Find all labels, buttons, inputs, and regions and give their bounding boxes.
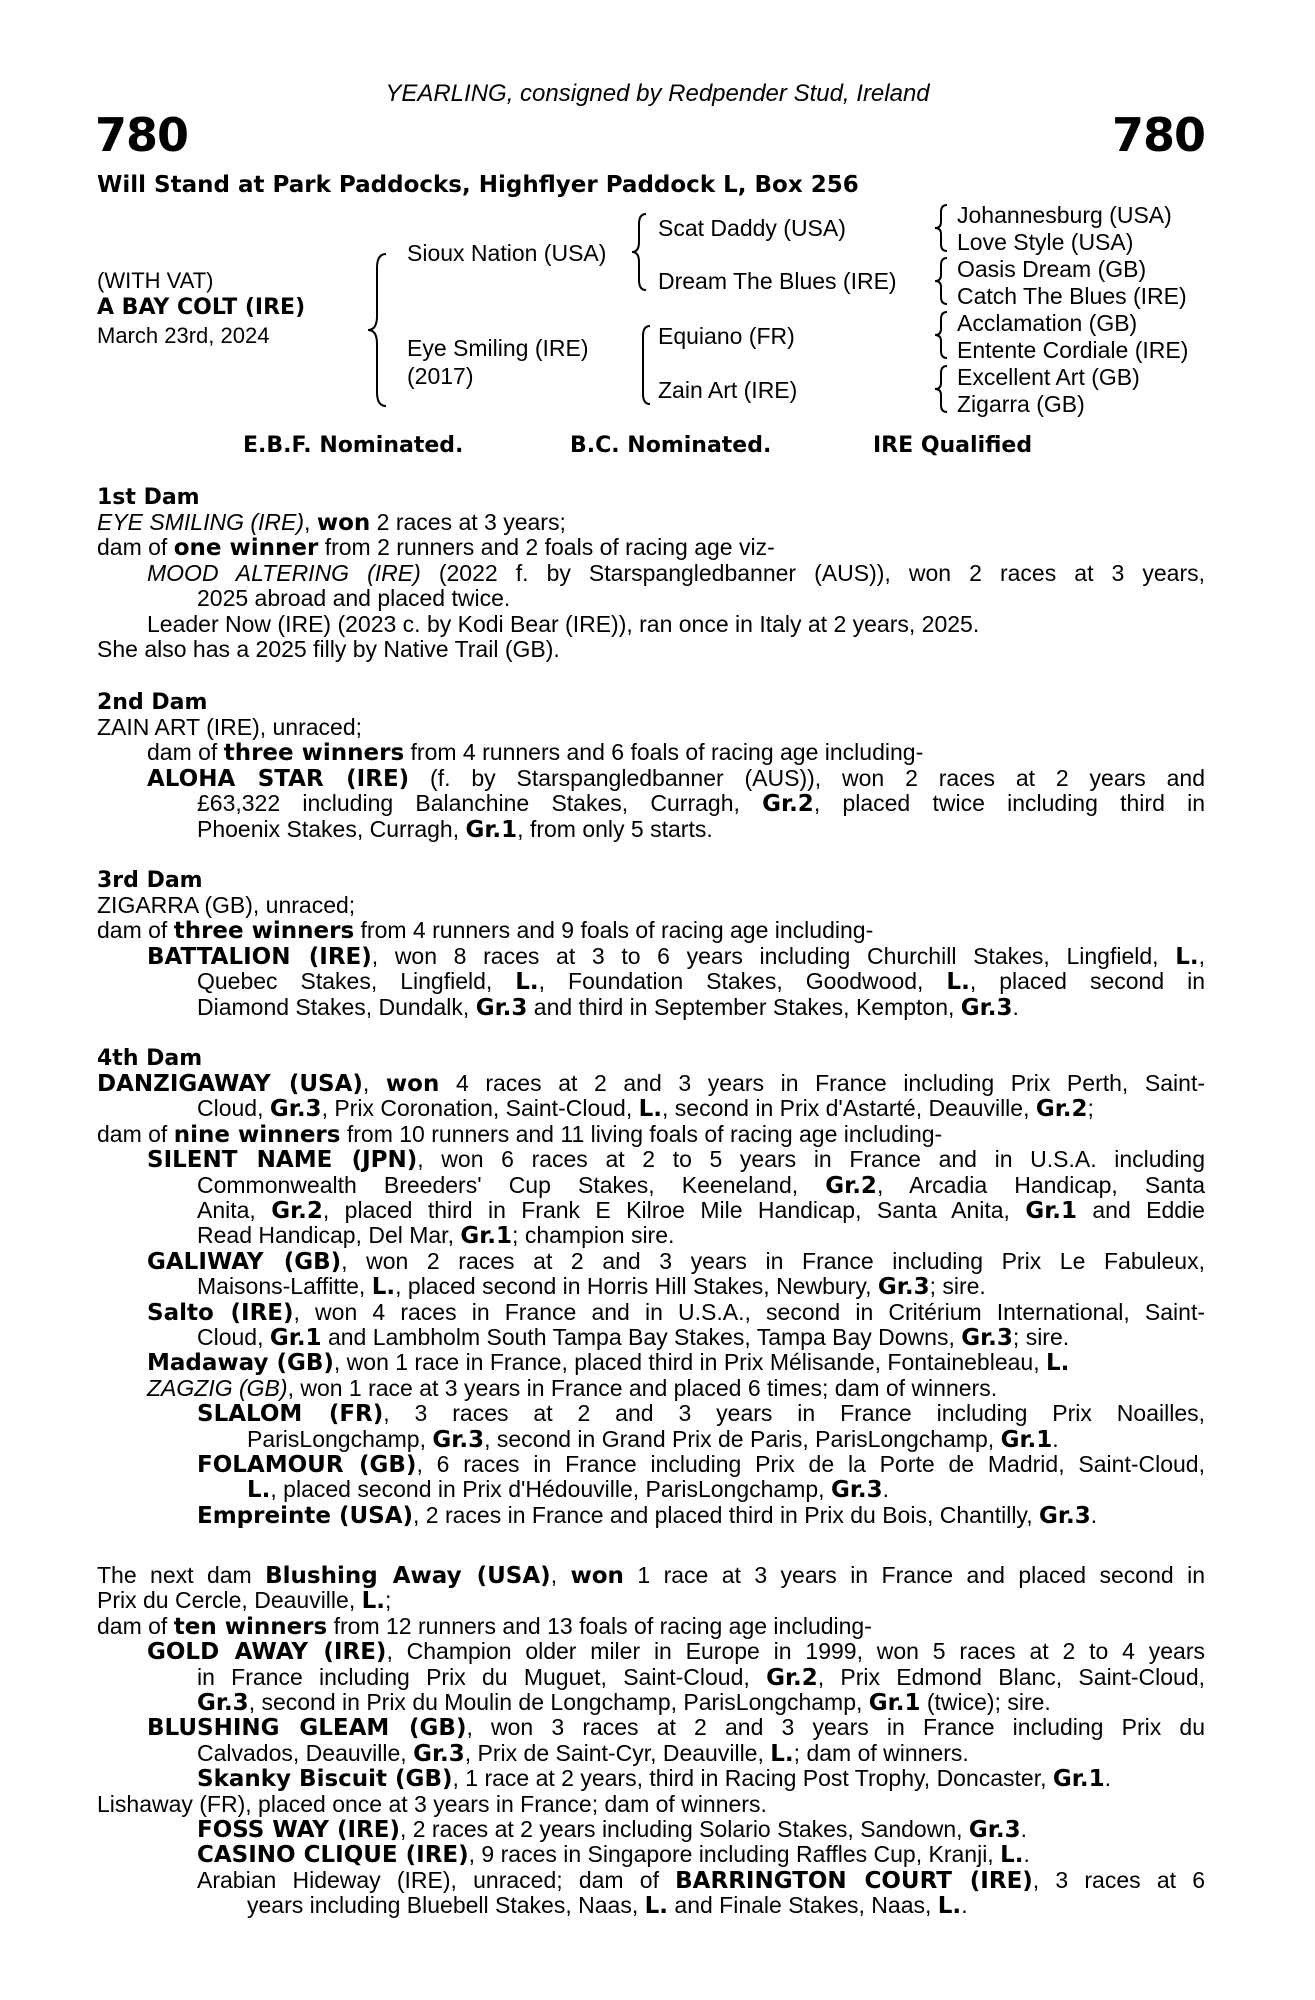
bold-text: one winner <box>173 535 319 562</box>
text: Prix du Cercle, Deauville, <box>97 1587 362 1614</box>
text: . <box>1023 1841 1030 1868</box>
text: ; dam of winners. <box>793 1739 969 1766</box>
gg-6: Entente Cordiale (IRE) <box>957 337 1189 363</box>
text: , <box>362 1070 386 1096</box>
gg-2: Love Style (USA) <box>957 229 1134 255</box>
text-line <box>147 561 1205 586</box>
text: . <box>961 1892 968 1919</box>
text: , 1 race at 2 years, third in Racing Post Trophy, Doncaster, <box>452 1765 1053 1792</box>
bold-text: Gr.3 <box>961 1325 1013 1351</box>
bold-text: L. <box>247 1477 271 1504</box>
text: from 10 runners and 11 living foals of racing age including- <box>340 1120 943 1147</box>
text: and third in September Stakes, Kempton, <box>527 993 961 1020</box>
text-line <box>197 1223 674 1249</box>
bold-text: Gr.3 <box>432 1426 485 1453</box>
bold-text: Skanky Biscuit (GB) <box>197 1766 453 1793</box>
text-line <box>197 1842 1030 1868</box>
bold-text: DANZIGAWAY (USA) <box>97 1071 363 1097</box>
text: . <box>882 1476 890 1503</box>
text: , <box>550 1562 571 1588</box>
gg-3: Oasis Dream (GB) <box>957 256 1147 282</box>
text: , placed twice including third in <box>813 790 1206 817</box>
text: , placed second in Horris Hill Stakes, Newbury, <box>395 1273 878 1300</box>
text: , second in Prix du Moulin de Longchamp, ParisLongchamp, <box>248 1689 869 1715</box>
text: dam of <box>97 917 174 944</box>
text-line <box>147 766 1205 792</box>
text: , won 1 race in France, placed third in Prix Mélisande, Fontainebleau, <box>333 1349 1046 1376</box>
text: , Foundation Stakes, Goodwood, <box>538 968 947 995</box>
text: ; champion sire. <box>512 1222 675 1249</box>
text: ; <box>385 1587 392 1614</box>
bold-text: Empreinte (USA) <box>197 1502 414 1529</box>
sire: Sioux Nation (USA) <box>407 240 607 266</box>
gg-1: Johannesburg (USA) <box>957 202 1172 228</box>
horse-name: A BAY COLT (IRE) <box>97 295 306 320</box>
text: Cloud, <box>197 1095 270 1122</box>
text: . <box>1020 1816 1027 1842</box>
bold-text: nine winners <box>173 1121 341 1148</box>
text: , 2 races at 2 years including Solario Stakes, Sandown, <box>399 1816 969 1842</box>
bold-text: Gr.3 <box>968 1817 1021 1843</box>
text-line <box>247 1477 889 1503</box>
bold-text: Gr.2 <box>271 1198 323 1224</box>
text-line <box>197 1401 1205 1427</box>
section-heading: 4th Dam <box>97 1046 203 1071</box>
text-line <box>197 1741 969 1767</box>
text-line <box>197 969 1205 995</box>
text: dam of <box>97 1612 174 1639</box>
bold-text: L. <box>1046 1350 1070 1377</box>
text-line <box>97 918 873 944</box>
text: 2 races at 3 years; <box>370 509 566 535</box>
text: Leader Now (IRE) (2023 c. by Kodi Bear (IRE)), ran once in Italy at 2 years, 2025. <box>147 610 980 637</box>
bold-text: Salto (IRE) <box>147 1299 294 1326</box>
bold-text: L. <box>638 1096 663 1123</box>
text: dam of <box>147 739 224 766</box>
text-line <box>197 1198 1205 1224</box>
gg-7: Excellent Art (GB) <box>957 364 1140 390</box>
text: (f. by Starspangledbanner (AUS)), won 2 races at 2 years and <box>409 764 1206 791</box>
text: , Prix Edmond Blanc, Saint-Cloud, <box>817 1663 1206 1690</box>
text-line <box>97 535 775 561</box>
text-line <box>247 1427 1059 1453</box>
text-line <box>197 1766 1111 1792</box>
text-line <box>97 1563 1205 1589</box>
gg-5: Acclamation (GB) <box>957 310 1138 336</box>
text-line <box>147 944 1205 970</box>
text: Calvados, Deauville, <box>197 1739 414 1766</box>
consignment-line: YEARLING, consigned by Redpender Stud, Ireland <box>385 80 930 107</box>
italic-text: EYE SMILING (IRE) <box>97 509 305 535</box>
text: Anita, <box>197 1197 272 1223</box>
text-line <box>97 1588 391 1614</box>
text-line <box>197 1274 986 1300</box>
gg-8: Zigarra (GB) <box>957 391 1085 417</box>
vat-label: (WITH VAT) <box>97 268 214 293</box>
sire-sire: Scat Daddy (USA) <box>658 215 846 241</box>
gg-4: Catch The Blues (IRE) <box>957 283 1187 309</box>
dam-sire: Equiano (FR) <box>658 323 795 349</box>
bold-text: Gr.1 <box>1052 1766 1105 1793</box>
text: She also has a 2025 filly by Native Trail (GB). <box>97 636 560 662</box>
text: 1 race at 3 years in France and placed second in <box>623 1562 1205 1588</box>
text-line <box>197 1325 1069 1351</box>
text: Phoenix Stakes, Curragh, <box>197 815 466 842</box>
text: , won 6 races at 2 to 5 years in France and in U.S.A. including <box>417 1146 1206 1173</box>
dam-dam: Zain Art (IRE) <box>658 377 798 403</box>
text: ; sire. <box>929 1273 986 1300</box>
bold-text: Blushing Away (USA) <box>265 1563 551 1589</box>
text: , Arcadia Handicap, Santa <box>876 1171 1205 1198</box>
text-line <box>247 1893 968 1919</box>
text-line <box>147 1639 1205 1665</box>
bold-text: Madaway (GB) <box>147 1350 334 1377</box>
bold-text: GOLD AWAY (IRE) <box>147 1639 387 1666</box>
text: , won 2 races at 2 and 3 years in France including Prix Le Fabuleux, <box>341 1247 1205 1274</box>
text: Maisons-Laffitte, <box>197 1273 372 1300</box>
text-line <box>197 1173 1205 1199</box>
text: , 3 races at 6 <box>1032 1866 1205 1893</box>
text: , Prix Coronation, Saint-Cloud, <box>321 1095 639 1122</box>
bold-text: Gr.2 <box>1035 1096 1088 1123</box>
bracket-g2 <box>934 256 956 308</box>
bracket-g4 <box>934 364 956 416</box>
text-line <box>197 1096 1094 1122</box>
bold-text: won <box>385 1071 440 1097</box>
text: ZIGARRA (GB), unraced; <box>97 892 356 918</box>
text-line <box>197 791 1205 817</box>
bold-text: Gr.1 <box>1025 1198 1077 1224</box>
text: 4 races at 2 and 3 years in France including Prix Perth, Saint- <box>439 1070 1205 1096</box>
text: , second in Grand Prix de Paris, ParisLongchamp, <box>484 1425 1001 1452</box>
text: and Finale Stakes, Naas, <box>668 1892 938 1919</box>
text-line <box>97 893 355 918</box>
bold-text: ALOHA STAR (IRE) <box>147 765 410 792</box>
text: Diamond Stakes, Dundalk, <box>197 993 476 1020</box>
text-line <box>197 586 510 611</box>
text-line <box>147 1350 1069 1376</box>
text-line <box>97 1614 872 1640</box>
text: , placed second in Prix d'Hédouville, ParisLongchamp, <box>270 1476 831 1503</box>
text: ; sire. <box>1012 1324 1070 1350</box>
bold-text: FOSS WAY (IRE) <box>197 1817 400 1843</box>
sire-dam: Dream The Blues (IRE) <box>658 268 897 294</box>
text: from 4 runners and 6 foals of racing age including- <box>404 739 924 766</box>
bold-text: Gr.1 <box>1000 1426 1053 1453</box>
bold-text: Gr.3 <box>197 1690 249 1716</box>
text: Quebec Stakes, Lingfield, <box>197 968 516 995</box>
bold-text: L. <box>770 1740 794 1767</box>
bold-text: Gr.3 <box>830 1477 883 1504</box>
lot-number-left: 780 <box>95 108 189 162</box>
bold-text: Gr.1 <box>465 816 518 843</box>
bold-text: L. <box>946 969 970 996</box>
bold-text: SLALOM (FR) <box>197 1401 384 1428</box>
text-line <box>97 715 362 740</box>
text: , second in Prix d'Astarté, Deauville, <box>662 1095 1036 1122</box>
italic-text: ZAGZIG (GB) <box>147 1374 288 1401</box>
text: dam of <box>97 534 174 561</box>
bold-text: Gr.1 <box>460 1223 513 1250</box>
text-line <box>97 1071 1205 1097</box>
text-line <box>197 1690 1051 1716</box>
bold-text: Gr.1 <box>868 1690 921 1716</box>
text: from 2 runners and 2 foals of racing age viz- <box>318 534 775 561</box>
text-line <box>147 1300 1205 1326</box>
text: , won 1 race at 3 years in France and placed 6 times; dam of winners. <box>287 1374 998 1401</box>
italic-text: MOOD ALTERING (IRE) <box>147 559 421 586</box>
bold-text: Gr.3 <box>475 994 528 1021</box>
foaling-date: March 23rd, 2024 <box>97 323 270 348</box>
bold-text: Gr.3 <box>960 994 1013 1021</box>
text-line <box>97 1122 942 1148</box>
bold-text: L. <box>937 1893 962 1920</box>
text-line <box>97 637 560 662</box>
bold-text: Gr.3 <box>1039 1502 1091 1529</box>
bold-text: three winners <box>173 918 355 945</box>
bold-text: L. <box>1000 1842 1024 1869</box>
stall-location: Will Stand at Park Paddocks, Highflyer Paddock L, Box 256 <box>97 172 859 198</box>
bracket-main <box>368 250 394 410</box>
text: Arabian Hideway (IRE), unraced; dam of <box>197 1866 676 1893</box>
text-line <box>197 817 713 843</box>
bold-text: L. <box>371 1274 396 1301</box>
text: and Eddie <box>1077 1197 1205 1223</box>
bold-text: GALIWAY (GB) <box>147 1248 342 1275</box>
nomination-ebf: E.B.F. Nominated. <box>243 433 464 458</box>
bracket-dam <box>638 322 658 408</box>
bold-text: L. <box>515 969 539 996</box>
text: and Lambholm South Tampa Bay Stakes, Tampa Bay Downs, <box>321 1324 962 1350</box>
text: , <box>1198 942 1205 969</box>
text: ; <box>1087 1095 1094 1122</box>
lot-number-right: 780 <box>1111 108 1205 162</box>
text-line <box>197 1665 1205 1691</box>
section-heading: 3rd Dam <box>97 868 203 893</box>
bold-text: Gr.2 <box>766 1664 818 1691</box>
text-line <box>197 1817 1027 1843</box>
text: , won 8 races at 3 to 6 years including Churchill Stakes, Lingfield, <box>371 942 1176 969</box>
bracket-g3 <box>934 310 956 362</box>
bold-text: L. <box>361 1588 386 1615</box>
text: , 3 races at 2 and 3 years in France including Prix Noailles, <box>383 1400 1205 1427</box>
dam: Eye Smiling (IRE) <box>407 335 589 361</box>
bold-text: Gr.2 <box>825 1172 877 1199</box>
bracket-g1 <box>934 203 956 255</box>
text: . <box>1104 1765 1111 1792</box>
bold-text: BARRINGTON COURT (IRE) <box>675 1867 1033 1894</box>
text: ZAIN ART (IRE), unraced; <box>97 714 363 740</box>
bold-text: FOLAMOUR (GB) <box>197 1452 417 1478</box>
text-line <box>147 1249 1205 1275</box>
text: Read Handicap, Del Mar, <box>197 1222 461 1249</box>
bold-text: Gr.2 <box>762 791 814 818</box>
text-line <box>147 740 923 766</box>
bold-text: SILENT NAME (JPN) <box>147 1147 418 1174</box>
text-line <box>197 995 1019 1021</box>
text: , placed third in Frank E Kilroe Mile Handicap, Santa Anita, <box>322 1197 1026 1223</box>
text: Lishaway (FR), placed once at 3 years in France; dam of winners. <box>97 1790 767 1817</box>
text-line <box>197 1452 1205 1478</box>
dam-year: (2017) <box>407 363 474 389</box>
text: The next dam <box>97 1562 266 1588</box>
text: , won 4 races in France and in U.S.A., second in Critérium International, Saint- <box>293 1298 1205 1325</box>
text: from 4 runners and 9 foals of racing age including- <box>354 917 874 944</box>
text: , from only 5 starts. <box>517 815 713 842</box>
text: . <box>1012 993 1019 1020</box>
text: . <box>1090 1501 1098 1528</box>
bold-text: won <box>570 1563 624 1589</box>
bold-text: Gr.3 <box>877 1274 930 1301</box>
text: in France including Prix du Muguet, Saint-Cloud, <box>197 1663 767 1690</box>
bold-text: L. <box>644 1893 669 1920</box>
text: ParisLongchamp, <box>247 1425 433 1452</box>
text: from 12 runners and 13 foals of racing age including- <box>327 1612 872 1639</box>
text: Cloud, <box>197 1324 270 1350</box>
text-line <box>147 1147 1205 1173</box>
text: , placed second in <box>969 968 1205 995</box>
text: £63,322 including Balanchine Stakes, Curragh, <box>197 790 763 817</box>
text-line <box>97 510 566 536</box>
text: (twice); sire. <box>920 1689 1051 1715</box>
nomination-ire: IRE Qualified <box>873 433 1033 458</box>
text: years including Bluebell Stakes, Naas, <box>247 1892 645 1919</box>
text-line <box>147 612 979 637</box>
bold-text: Gr.3 <box>413 1740 465 1767</box>
bold-text: Gr.1 <box>269 1325 322 1351</box>
text: . <box>1052 1425 1059 1452</box>
text-line <box>197 1503 1097 1529</box>
text-line <box>197 1868 1205 1894</box>
text: Commonwealth Breeders' Cup Stakes, Keeneland, <box>197 1171 826 1198</box>
bold-text: three winners <box>223 740 405 767</box>
text: (2022 f. by Starspangledbanner (AUS)), won 2 races at 3 years, <box>420 559 1205 586</box>
text: dam of <box>97 1120 174 1147</box>
text-line <box>147 1715 1205 1741</box>
text: , Champion older miler in Europe in 1999, won 5 races at 2 to 4 years <box>386 1638 1205 1665</box>
text: , 2 races in France and placed third in Prix du Bois, Chantilly, <box>413 1501 1040 1528</box>
bold-text: CASINO CLIQUE (IRE) <box>197 1842 469 1869</box>
bold-text: L. <box>1175 943 1199 970</box>
text: , 9 races in Singapore including Raffles Cup, Kranji, <box>468 1841 1001 1868</box>
text: , won 3 races at 2 and 3 years in France including Prix du <box>466 1714 1205 1741</box>
text-line <box>147 1376 997 1401</box>
section-heading: 1st Dam <box>97 485 200 510</box>
nomination-bc: B.C. Nominated. <box>570 433 772 458</box>
text: , <box>304 509 317 535</box>
bracket-sire <box>632 210 656 294</box>
bold-text: BATTALION (IRE) <box>147 943 372 970</box>
text-line <box>97 1792 767 1817</box>
text: , 6 races in France including Prix de la Porte de Madrid, Saint-Cloud, <box>416 1451 1205 1477</box>
section-heading: 2nd Dam <box>97 690 208 715</box>
bold-text: won <box>316 510 371 536</box>
bold-text: ten winners <box>173 1613 328 1640</box>
bold-text: Gr.3 <box>269 1096 322 1123</box>
bold-text: BLUSHING GLEAM (GB) <box>147 1715 467 1742</box>
text: 2025 abroad and placed twice. <box>197 585 511 612</box>
text: , Prix de Saint-Cyr, Deauville, <box>464 1739 771 1766</box>
